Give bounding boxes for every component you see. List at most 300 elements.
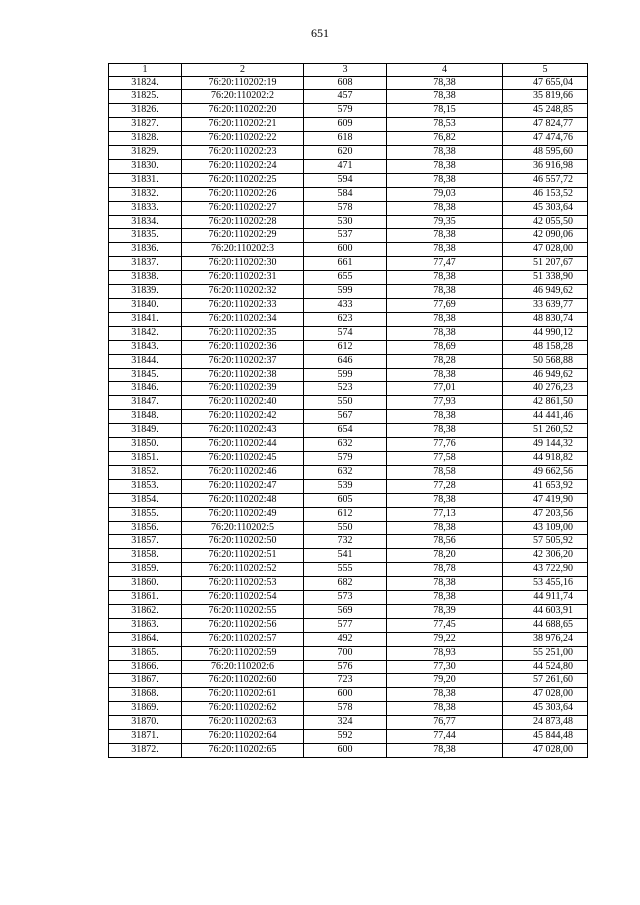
rate-cell: 78,38 <box>387 591 503 605</box>
area-cell: 608 <box>304 76 387 90</box>
table-row <box>109 159 588 173</box>
rate-cell: 78,38 <box>387 326 503 340</box>
area-cell: 579 <box>304 104 387 118</box>
area-cell: 600 <box>304 243 387 257</box>
area-cell: 457 <box>304 90 387 104</box>
table-row <box>109 424 588 438</box>
rate-cell: 77,76 <box>387 438 503 452</box>
cadastral-number-cell: 76:20:110202:20 <box>182 104 304 118</box>
column-header-2: 2 <box>182 64 304 77</box>
value-cell: 51 260,52 <box>503 424 588 438</box>
cadastral-number-cell: 76:20:110202:45 <box>182 451 304 465</box>
rate-cell: 77,58 <box>387 451 503 465</box>
cadastral-number-cell: 76:20:110202:22 <box>182 132 304 146</box>
area-cell: 661 <box>304 257 387 271</box>
value-cell: 44 441,46 <box>503 410 588 424</box>
data-table <box>108 63 588 758</box>
value-cell: 36 916,98 <box>503 159 588 173</box>
value-cell: 42 090,06 <box>503 229 588 243</box>
row-number-cell: 31834. <box>109 215 182 229</box>
table-row <box>109 76 588 90</box>
rate-cell: 78,38 <box>387 521 503 535</box>
rate-cell: 78,38 <box>387 229 503 243</box>
row-number-cell: 31872. <box>109 744 182 758</box>
table-row <box>109 90 588 104</box>
cadastral-number-cell: 76:20:110202:63 <box>182 716 304 730</box>
cadastral-number-cell: 76:20:110202:39 <box>182 382 304 396</box>
value-cell: 46 557,72 <box>503 173 588 187</box>
rate-cell: 77,01 <box>387 382 503 396</box>
header-row <box>109 64 588 77</box>
cadastral-number-cell: 76:20:110202:44 <box>182 438 304 452</box>
area-cell: 577 <box>304 618 387 632</box>
area-cell: 623 <box>304 312 387 326</box>
area-cell: 682 <box>304 577 387 591</box>
cadastral-number-cell: 76:20:110202:2 <box>182 90 304 104</box>
rate-cell: 79,22 <box>387 632 503 646</box>
value-cell: 47 028,00 <box>503 744 588 758</box>
table-row <box>109 368 588 382</box>
row-number-cell: 31832. <box>109 187 182 201</box>
row-number-cell: 31829. <box>109 146 182 160</box>
row-number-cell: 31860. <box>109 577 182 591</box>
row-number-cell: 31847. <box>109 396 182 410</box>
rate-cell: 78,38 <box>387 410 503 424</box>
table-row <box>109 299 588 313</box>
cadastral-number-cell: 76:20:110202:47 <box>182 479 304 493</box>
area-cell: 530 <box>304 215 387 229</box>
rate-cell: 77,44 <box>387 730 503 744</box>
cadastral-number-cell: 76:20:110202:64 <box>182 730 304 744</box>
table-row <box>109 271 588 285</box>
cadastral-number-cell: 76:20:110202:61 <box>182 688 304 702</box>
area-cell: 567 <box>304 410 387 424</box>
row-number-cell: 31859. <box>109 563 182 577</box>
table-row <box>109 702 588 716</box>
cadastral-number-cell: 76:20:110202:3 <box>182 243 304 257</box>
rate-cell: 77,93 <box>387 396 503 410</box>
value-cell: 45 303,64 <box>503 702 588 716</box>
row-number-cell: 31839. <box>109 285 182 299</box>
value-cell: 43 109,00 <box>503 521 588 535</box>
row-number-cell: 31849. <box>109 424 182 438</box>
table-row <box>109 507 588 521</box>
cadastral-number-cell: 76:20:110202:21 <box>182 118 304 132</box>
area-cell: 618 <box>304 132 387 146</box>
cadastral-number-cell: 76:20:110202:23 <box>182 146 304 160</box>
row-number-cell: 31838. <box>109 271 182 285</box>
area-cell: 550 <box>304 396 387 410</box>
table-row <box>109 312 588 326</box>
cadastral-number-cell: 76:20:110202:49 <box>182 507 304 521</box>
cadastral-number-cell: 76:20:110202:33 <box>182 299 304 313</box>
rate-cell: 78,93 <box>387 646 503 660</box>
table-row <box>109 285 588 299</box>
cadastral-number-cell: 76:20:110202:35 <box>182 326 304 340</box>
rate-cell: 78,38 <box>387 688 503 702</box>
table-row <box>109 451 588 465</box>
row-number-cell: 31840. <box>109 299 182 313</box>
rate-cell: 77,47 <box>387 257 503 271</box>
area-cell: 600 <box>304 744 387 758</box>
value-cell: 49 144,32 <box>503 438 588 452</box>
rate-cell: 78,69 <box>387 340 503 354</box>
column-header-1: 1 <box>109 64 182 77</box>
rate-cell: 78,39 <box>387 604 503 618</box>
area-cell: 612 <box>304 507 387 521</box>
cadastral-number-cell: 76:20:110202:37 <box>182 354 304 368</box>
rate-cell: 77,69 <box>387 299 503 313</box>
area-cell: 646 <box>304 354 387 368</box>
value-cell: 48 595,60 <box>503 146 588 160</box>
value-cell: 47 655,04 <box>503 76 588 90</box>
value-cell: 47 824,77 <box>503 118 588 132</box>
table-row <box>109 563 588 577</box>
cadastral-number-cell: 76:20:110202:31 <box>182 271 304 285</box>
row-number-cell: 31841. <box>109 312 182 326</box>
table-row <box>109 646 588 660</box>
rate-cell: 76,82 <box>387 132 503 146</box>
row-number-cell: 31843. <box>109 340 182 354</box>
table-row <box>109 410 588 424</box>
cadastral-number-cell: 76:20:110202:65 <box>182 744 304 758</box>
row-number-cell: 31850. <box>109 438 182 452</box>
value-cell: 53 455,16 <box>503 577 588 591</box>
cadastral-number-cell: 76:20:110202:36 <box>182 340 304 354</box>
value-cell: 38 976,24 <box>503 632 588 646</box>
row-number-cell: 31852. <box>109 465 182 479</box>
table-row <box>109 549 588 563</box>
area-cell: 632 <box>304 465 387 479</box>
table-row <box>109 493 588 507</box>
cadastral-number-cell: 76:20:110202:55 <box>182 604 304 618</box>
cadastral-number-cell: 76:20:110202:5 <box>182 521 304 535</box>
rate-cell: 77,30 <box>387 660 503 674</box>
value-cell: 49 662,56 <box>503 465 588 479</box>
area-cell: 541 <box>304 549 387 563</box>
area-cell: 654 <box>304 424 387 438</box>
table-row <box>109 118 588 132</box>
table-row <box>109 618 588 632</box>
value-cell: 47 474,76 <box>503 132 588 146</box>
cadastral-number-cell: 76:20:110202:48 <box>182 493 304 507</box>
cadastral-number-cell: 76:20:110202:42 <box>182 410 304 424</box>
row-number-cell: 31833. <box>109 201 182 215</box>
cadastral-number-cell: 76:20:110202:62 <box>182 702 304 716</box>
column-header-4: 4 <box>387 64 503 77</box>
row-number-cell: 31856. <box>109 521 182 535</box>
table-row <box>109 688 588 702</box>
value-cell: 44 918,82 <box>503 451 588 465</box>
row-number-cell: 31836. <box>109 243 182 257</box>
rate-cell: 77,13 <box>387 507 503 521</box>
rate-cell: 78,15 <box>387 104 503 118</box>
table-row <box>109 577 588 591</box>
cadastral-number-cell: 76:20:110202:6 <box>182 660 304 674</box>
rate-cell: 78,38 <box>387 159 503 173</box>
rate-cell: 78,53 <box>387 118 503 132</box>
value-cell: 51 338,90 <box>503 271 588 285</box>
cadastral-number-cell: 76:20:110202:52 <box>182 563 304 577</box>
row-number-cell: 31845. <box>109 368 182 382</box>
cadastral-number-cell: 76:20:110202:57 <box>182 632 304 646</box>
rate-cell: 78,38 <box>387 368 503 382</box>
value-cell: 24 873,48 <box>503 716 588 730</box>
table-row <box>109 632 588 646</box>
rate-cell: 78,38 <box>387 577 503 591</box>
row-number-cell: 31828. <box>109 132 182 146</box>
row-number-cell: 31870. <box>109 716 182 730</box>
row-number-cell: 31851. <box>109 451 182 465</box>
row-number-cell: 31846. <box>109 382 182 396</box>
row-number-cell: 31871. <box>109 730 182 744</box>
area-cell: 592 <box>304 730 387 744</box>
cadastral-number-cell: 76:20:110202:28 <box>182 215 304 229</box>
table-row <box>109 382 588 396</box>
cadastral-number-cell: 76:20:110202:46 <box>182 465 304 479</box>
area-cell: 620 <box>304 146 387 160</box>
area-cell: 576 <box>304 660 387 674</box>
table-row <box>109 229 588 243</box>
value-cell: 44 603,91 <box>503 604 588 618</box>
cadastral-number-cell: 76:20:110202:50 <box>182 535 304 549</box>
row-number-cell: 31830. <box>109 159 182 173</box>
rate-cell: 78,38 <box>387 173 503 187</box>
value-cell: 35 819,66 <box>503 90 588 104</box>
rate-cell: 78,38 <box>387 243 503 257</box>
value-cell: 47 028,00 <box>503 243 588 257</box>
area-cell: 700 <box>304 646 387 660</box>
rate-cell: 78,56 <box>387 535 503 549</box>
value-cell: 42 055,50 <box>503 215 588 229</box>
area-cell: 599 <box>304 285 387 299</box>
value-cell: 45 248,85 <box>503 104 588 118</box>
area-cell: 579 <box>304 451 387 465</box>
rate-cell: 78,38 <box>387 744 503 758</box>
table-row <box>109 744 588 758</box>
value-cell: 57 505,92 <box>503 535 588 549</box>
row-number-cell: 31864. <box>109 632 182 646</box>
area-cell: 594 <box>304 173 387 187</box>
table-body <box>109 76 588 757</box>
table-row <box>109 146 588 160</box>
area-cell: 555 <box>304 563 387 577</box>
row-number-cell: 31853. <box>109 479 182 493</box>
column-header-3: 3 <box>304 64 387 77</box>
value-cell: 45 303,64 <box>503 201 588 215</box>
value-cell: 42 861,50 <box>503 396 588 410</box>
row-number-cell: 31862. <box>109 604 182 618</box>
row-number-cell: 31827. <box>109 118 182 132</box>
row-number-cell: 31835. <box>109 229 182 243</box>
cadastral-number-cell: 76:20:110202:40 <box>182 396 304 410</box>
table-row <box>109 340 588 354</box>
area-cell: 537 <box>304 229 387 243</box>
row-number-cell: 31866. <box>109 660 182 674</box>
value-cell: 44 990,12 <box>503 326 588 340</box>
rate-cell: 78,38 <box>387 285 503 299</box>
table-row <box>109 535 588 549</box>
row-number-cell: 31848. <box>109 410 182 424</box>
area-cell: 600 <box>304 688 387 702</box>
cadastral-number-cell: 76:20:110202:53 <box>182 577 304 591</box>
area-cell: 574 <box>304 326 387 340</box>
row-number-cell: 31837. <box>109 257 182 271</box>
table-row <box>109 201 588 215</box>
area-cell: 573 <box>304 591 387 605</box>
rate-cell: 78,38 <box>387 493 503 507</box>
table-row <box>109 521 588 535</box>
cadastral-number-cell: 76:20:110202:60 <box>182 674 304 688</box>
cadastral-number-cell: 76:20:110202:24 <box>182 159 304 173</box>
value-cell: 55 251,00 <box>503 646 588 660</box>
table-row <box>109 716 588 730</box>
value-cell: 41 653,92 <box>503 479 588 493</box>
table-row <box>109 187 588 201</box>
row-number-cell: 31842. <box>109 326 182 340</box>
value-cell: 47 419,90 <box>503 493 588 507</box>
area-cell: 599 <box>304 368 387 382</box>
value-cell: 46 949,62 <box>503 285 588 299</box>
value-cell: 42 306,20 <box>503 549 588 563</box>
area-cell: 492 <box>304 632 387 646</box>
rate-cell: 78,38 <box>387 146 503 160</box>
column-header-5: 5 <box>503 64 588 77</box>
value-cell: 48 158,28 <box>503 340 588 354</box>
cadastral-number-cell: 76:20:110202:26 <box>182 187 304 201</box>
table-row <box>109 215 588 229</box>
rate-cell: 79,20 <box>387 674 503 688</box>
row-number-cell: 31855. <box>109 507 182 521</box>
cadastral-number-cell: 76:20:110202:56 <box>182 618 304 632</box>
value-cell: 44 911,74 <box>503 591 588 605</box>
table-row <box>109 132 588 146</box>
area-cell: 539 <box>304 479 387 493</box>
area-cell: 605 <box>304 493 387 507</box>
row-number-cell: 31863. <box>109 618 182 632</box>
value-cell: 46 949,62 <box>503 368 588 382</box>
value-cell: 51 207,67 <box>503 257 588 271</box>
row-number-cell: 31826. <box>109 104 182 118</box>
row-number-cell: 31824. <box>109 76 182 90</box>
row-number-cell: 31869. <box>109 702 182 716</box>
table-row <box>109 257 588 271</box>
value-cell: 48 830,74 <box>503 312 588 326</box>
value-cell: 33 639,77 <box>503 299 588 313</box>
value-cell: 45 844,48 <box>503 730 588 744</box>
area-cell: 655 <box>304 271 387 285</box>
table-row <box>109 326 588 340</box>
table-row <box>109 465 588 479</box>
value-cell: 57 261,60 <box>503 674 588 688</box>
value-cell: 44 524,80 <box>503 660 588 674</box>
cadastral-number-cell: 76:20:110202:51 <box>182 549 304 563</box>
rate-cell: 78,58 <box>387 465 503 479</box>
rate-cell: 78,78 <box>387 563 503 577</box>
cadastral-number-cell: 76:20:110202:34 <box>182 312 304 326</box>
cadastral-number-cell: 76:20:110202:29 <box>182 229 304 243</box>
cadastral-number-cell: 76:20:110202:25 <box>182 173 304 187</box>
rate-cell: 77,45 <box>387 618 503 632</box>
table-row <box>109 479 588 493</box>
page-number: 651 <box>311 26 329 40</box>
area-cell: 612 <box>304 340 387 354</box>
row-number-cell: 31831. <box>109 173 182 187</box>
value-cell: 43 722,90 <box>503 563 588 577</box>
cadastral-number-cell: 76:20:110202:32 <box>182 285 304 299</box>
rate-cell: 78,38 <box>387 271 503 285</box>
area-cell: 584 <box>304 187 387 201</box>
row-number-cell: 31825. <box>109 90 182 104</box>
rate-cell: 78,38 <box>387 201 503 215</box>
table-row <box>109 604 588 618</box>
cadastral-number-cell: 76:20:110202:38 <box>182 368 304 382</box>
row-number-cell: 31865. <box>109 646 182 660</box>
cadastral-number-cell: 76:20:110202:43 <box>182 424 304 438</box>
rate-cell: 78,38 <box>387 312 503 326</box>
area-cell: 569 <box>304 604 387 618</box>
value-cell: 46 153,52 <box>503 187 588 201</box>
area-cell: 523 <box>304 382 387 396</box>
row-number-cell: 31861. <box>109 591 182 605</box>
area-cell: 632 <box>304 438 387 452</box>
value-cell: 40 276,23 <box>503 382 588 396</box>
table-row <box>109 674 588 688</box>
row-number-cell: 31857. <box>109 535 182 549</box>
area-cell: 723 <box>304 674 387 688</box>
value-cell: 47 028,00 <box>503 688 588 702</box>
table-row <box>109 354 588 368</box>
cadastral-number-cell: 76:20:110202:30 <box>182 257 304 271</box>
cadastral-number-cell: 76:20:110202:54 <box>182 591 304 605</box>
table-row <box>109 591 588 605</box>
area-cell: 550 <box>304 521 387 535</box>
table-row <box>109 396 588 410</box>
area-cell: 609 <box>304 118 387 132</box>
table-row <box>109 173 588 187</box>
rate-cell: 78,28 <box>387 354 503 368</box>
row-number-cell: 31867. <box>109 674 182 688</box>
area-cell: 324 <box>304 716 387 730</box>
rate-cell: 79,35 <box>387 215 503 229</box>
rate-cell: 78,38 <box>387 90 503 104</box>
rate-cell: 77,28 <box>387 479 503 493</box>
rate-cell: 76,77 <box>387 716 503 730</box>
area-cell: 578 <box>304 702 387 716</box>
cadastral-number-cell: 76:20:110202:59 <box>182 646 304 660</box>
cadastral-number-cell: 76:20:110202:27 <box>182 201 304 215</box>
row-number-cell: 31868. <box>109 688 182 702</box>
area-cell: 433 <box>304 299 387 313</box>
table-row <box>109 730 588 744</box>
table-row <box>109 104 588 118</box>
rate-cell: 78,38 <box>387 424 503 438</box>
value-cell: 47 203,56 <box>503 507 588 521</box>
table-row <box>109 243 588 257</box>
rate-cell: 78,38 <box>387 702 503 716</box>
row-number-cell: 31858. <box>109 549 182 563</box>
row-number-cell: 31854. <box>109 493 182 507</box>
area-cell: 578 <box>304 201 387 215</box>
row-number-cell: 31844. <box>109 354 182 368</box>
rate-cell: 79,03 <box>387 187 503 201</box>
area-cell: 732 <box>304 535 387 549</box>
rate-cell: 78,38 <box>387 76 503 90</box>
table-row <box>109 660 588 674</box>
cadastral-number-cell: 76:20:110202:19 <box>182 76 304 90</box>
value-cell: 50 568,88 <box>503 354 588 368</box>
table-row <box>109 438 588 452</box>
